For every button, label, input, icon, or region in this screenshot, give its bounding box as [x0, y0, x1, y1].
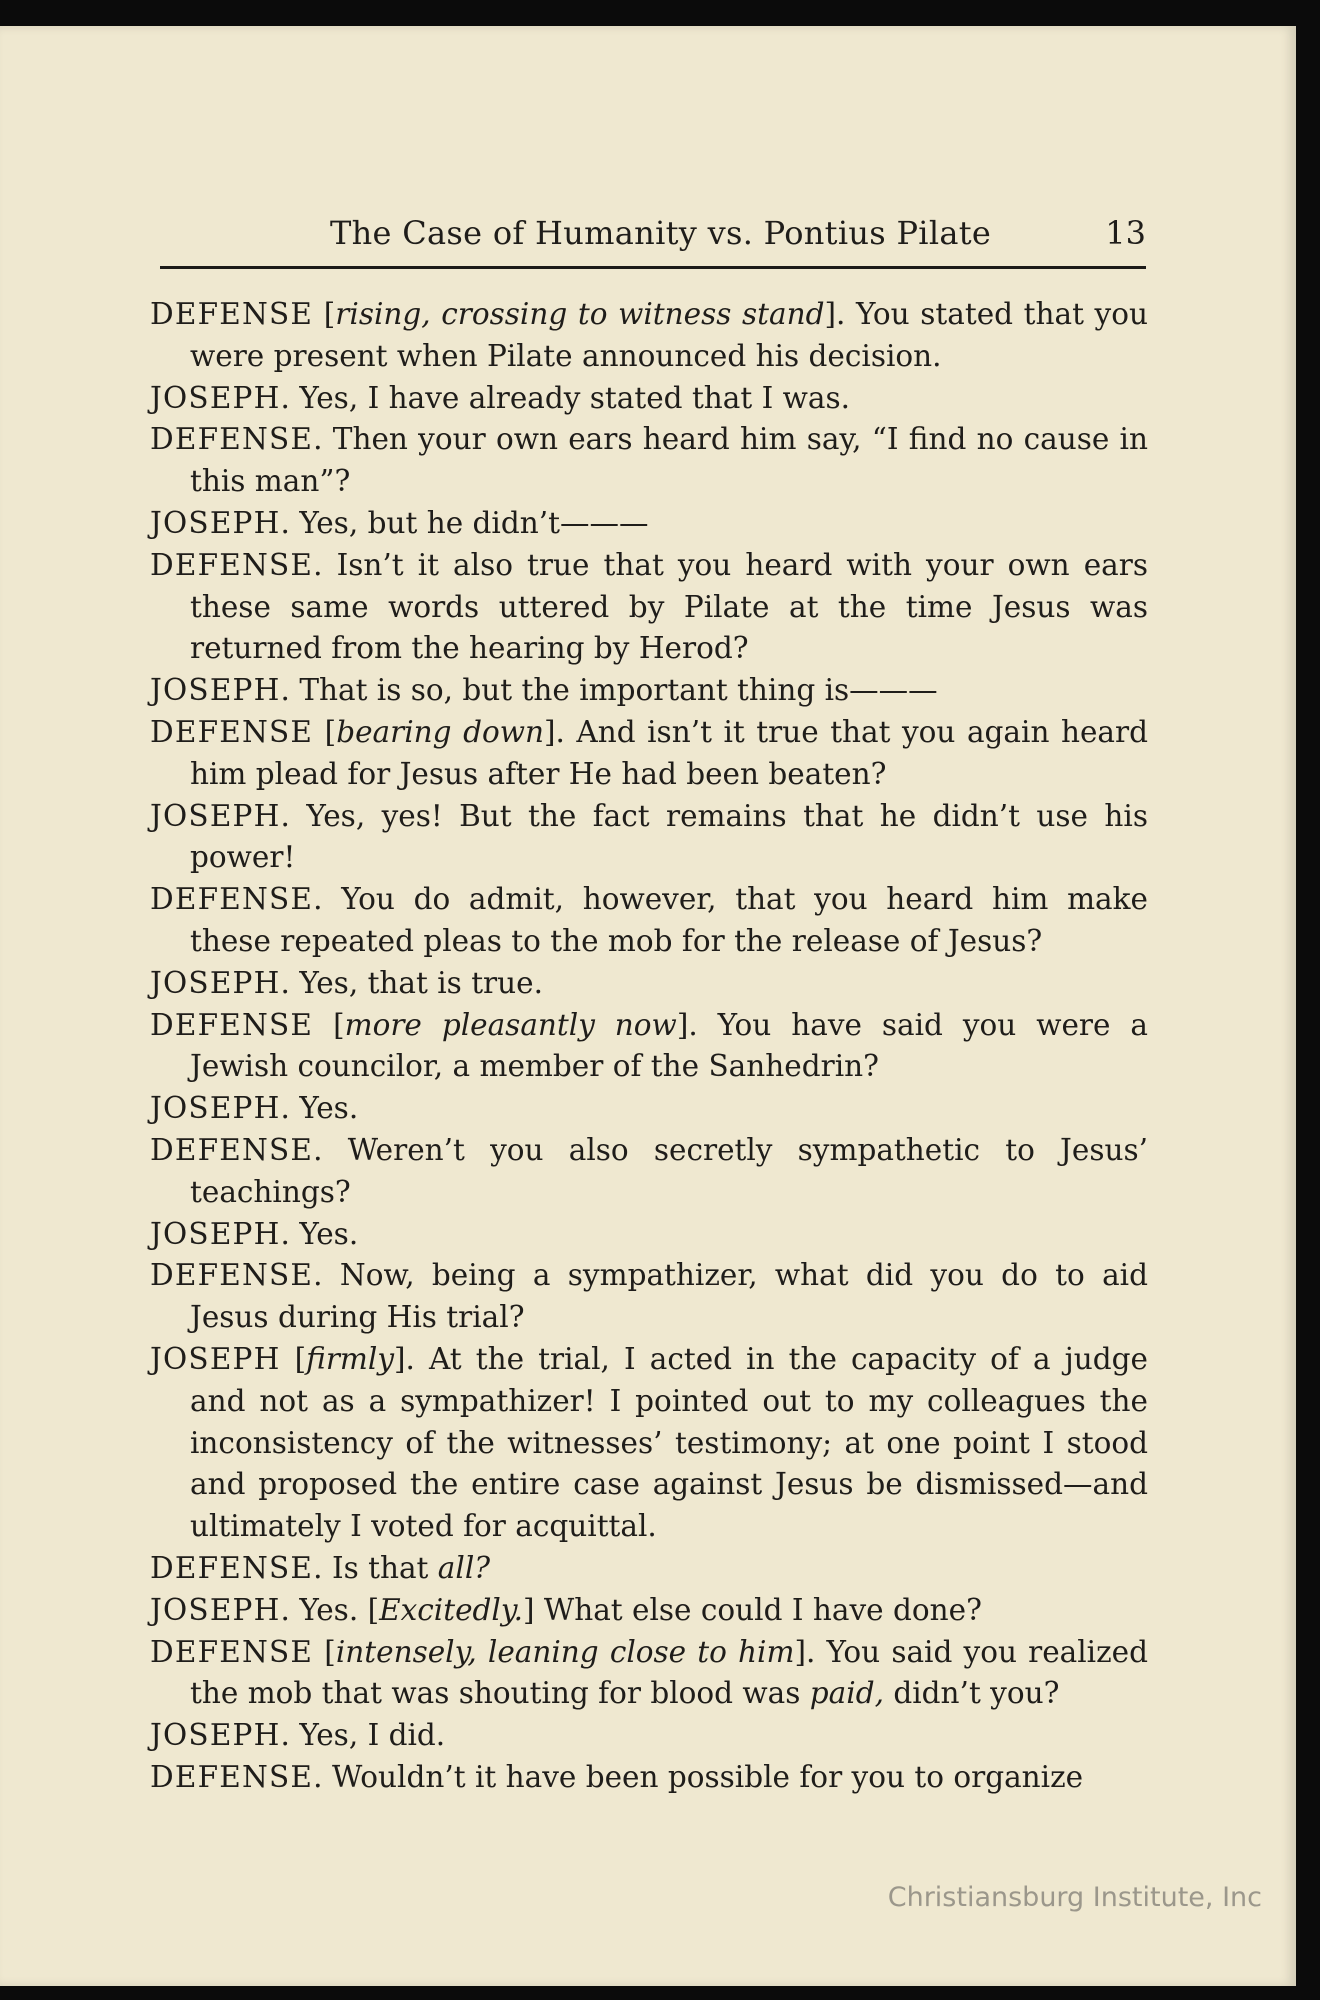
speaker-name: DEFENSE — [150, 1007, 314, 1042]
speaker-name: JOSEPH — [150, 673, 281, 708]
stage-direction: firmly — [306, 1341, 394, 1376]
speaker-name: DEFENSE — [150, 882, 314, 917]
dialogue-line: DEFENSE [rising, crossing to witness stand]. You stated that you were present when Pilate announced his decision. — [150, 297, 1148, 373]
dialogue-text: You said you realized the mob that was shouting for blood was — [190, 1634, 1149, 1711]
dialogue-line: DEFENSE. You do admit, however, that you heard him make these repeated pleas to the mob for the release of Jesus? — [150, 882, 1148, 958]
page-number: 13 — [1105, 214, 1146, 252]
dialogue-text: You stated that you were present when Pilate announced his decision. — [190, 297, 1148, 373]
dialogue-text: Yes. — [299, 1592, 359, 1627]
dialogue-text: Yes, but he didn’t——— — [299, 505, 649, 540]
dialogue-line: JOSEPH. Yes. [Excitedly.] What else could I have done? — [150, 1592, 982, 1627]
speaker-name: JOSEPH — [150, 1341, 281, 1376]
running-title: The Case of Humanity vs. Pontius Pilate — [330, 214, 992, 252]
speaker-name: DEFENSE — [150, 1550, 314, 1585]
dialogue-text: What else could I have done? — [543, 1592, 982, 1627]
dialogue-text: Yes, I did. — [299, 1718, 446, 1753]
dialogue-text: That is so, but the important thing is——— — [299, 673, 938, 708]
dialogue-line: JOSEPH. Yes, yes! But the fact remains that he didn’t use his power! — [150, 798, 1148, 875]
dialogue-line: JOSEPH [firmly]. At the trial, I acted in the capacity of a judge and not as a sympathizer! I pointed out to my colleagues the inconsistency of the witnesses’ testimony; at one point I stood and proposed the entire case against Jesus be dismissed—and ultimately I voted for acquittal. — [150, 1341, 1148, 1544]
dialogue-text: You have said you were a Jewish councilor, a member of the Sanhedrin? — [190, 1007, 1148, 1084]
emphasis-text: all? — [437, 1550, 491, 1585]
dialogue-line: JOSEPH. Yes, but he didn’t——— — [150, 505, 649, 540]
dialogue-line: DEFENSE [intensely, leaning close to him]. You said you realized the mob that was shouting for blood was paid, didn’t you? — [150, 1634, 1149, 1711]
running-header — [160, 212, 1146, 269]
dialogue-line: JOSEPH. Yes, that is true. — [150, 965, 543, 1000]
dialogue-line: DEFENSE. Weren’t you also secretly sympathetic to Jesus’ teachings? — [150, 1132, 1148, 1209]
speaker-name: DEFENSE — [150, 1759, 314, 1794]
dialogue-line: JOSEPH. Yes. — [150, 1216, 359, 1251]
dialogue-line: JOSEPH. Yes, I have already stated that I was. — [150, 380, 851, 415]
dialogue-text: Now, being a sympathizer, what did you do to aid Jesus during His trial? — [190, 1258, 1148, 1335]
stage-direction: more pleasantly now — [344, 1007, 677, 1042]
speaker-name: JOSEPH — [150, 380, 281, 415]
dialogue-text: Weren’t you also secretly sympathetic to Jesus’ teachings? — [190, 1132, 1148, 1209]
dialogue-body — [150, 294, 1148, 1799]
speaker-name: DEFENSE — [150, 1634, 314, 1669]
speaker-name: DEFENSE — [150, 1258, 314, 1293]
dialogue-text: didn’t you? — [893, 1676, 1060, 1711]
speaker-name: DEFENSE — [150, 297, 314, 331]
stage-direction: rising, crossing to witness stand — [335, 297, 825, 331]
dialogue-line: DEFENSE [bearing down]. And isn’t it true that you again heard him plead for Jesus after He had been beaten? — [150, 714, 1149, 791]
speaker-name: JOSEPH — [150, 1091, 281, 1126]
dialogue-line: JOSEPH. Yes, I did. — [150, 1718, 446, 1753]
dialogue-text: You do admit, however, that you heard him make these repeated pleas to the mob for the release of Jesus? — [190, 882, 1148, 958]
stage-direction: intensely, leaning close to him — [335, 1634, 795, 1669]
watermark: Christiansburg Institute, Inc — [887, 1882, 1262, 1913]
dialogue-text: Then your own ears heard him say, “I find no cause in this man”? — [190, 422, 1148, 499]
book-page — [0, 26, 1296, 1986]
speaker-name: JOSEPH — [150, 798, 281, 833]
stage-direction: Excitedly. — [379, 1592, 523, 1627]
speaker-name: DEFENSE — [150, 714, 314, 749]
dialogue-text: At the trial, I acted in the capacity of a judge and not as a sympathizer! I pointed out to my colleagues the inconsistency of the witnesses’ testimony; at one point I stood and proposed the entire case against Jesus be dismissed—and ultimately I voted for acquittal. — [190, 1341, 1148, 1544]
speaker-name: DEFENSE — [150, 547, 314, 582]
dialogue-line: JOSEPH. That is so, but the important thing is——— — [150, 673, 938, 708]
stage-direction: bearing down — [336, 714, 544, 749]
dialogue-text: Yes. — [299, 1091, 359, 1126]
dialogue-line: DEFENSE. Is that all? — [150, 1550, 491, 1585]
dialogue-text: Wouldn’t it have been possible for you to organize — [331, 1759, 1084, 1794]
speaker-name: DEFENSE — [150, 1132, 314, 1167]
dialogue-line: DEFENSE. Wouldn’t it have been possible for you to organize — [150, 1759, 1084, 1794]
dialogue-text: Isn’t it also true that you heard with your own ears these same words uttered by Pilate at the time Jesus was returned from the hearing by Herod? — [190, 547, 1148, 666]
dialogue-line: DEFENSE. Then your own ears heard him say, “I find no cause in this man”? — [150, 422, 1148, 499]
speaker-name: JOSEPH — [150, 1592, 281, 1627]
emphasis-text: paid, — [809, 1676, 884, 1711]
dialogue-text: Yes, that is true. — [299, 965, 543, 1000]
speaker-name: JOSEPH — [150, 965, 281, 1000]
dialogue-line: DEFENSE. Now, being a sympathizer, what did you do to aid Jesus during His trial? — [150, 1258, 1148, 1335]
dialogue-line: DEFENSE. Isn’t it also true that you heard with your own ears these same words uttered by Pilate at the time Jesus was returned from the hearing by Herod? — [150, 547, 1148, 666]
speaker-name: JOSEPH — [150, 505, 281, 540]
dialogue-text: And isn’t it true that you again heard him plead for Jesus after He had been beaten? — [190, 714, 1149, 791]
dialogue-line: DEFENSE [more pleasantly now]. You have said you were a Jewish councilor, a member of the Sanhedrin? — [150, 1007, 1148, 1084]
dialogue-text: Yes, yes! But the fact remains that he didn’t use his power! — [190, 798, 1148, 875]
speaker-name: DEFENSE — [150, 422, 314, 457]
dialogue-text: Yes, I have already stated that I was. — [299, 380, 851, 415]
dialogue-text: Yes. — [299, 1216, 359, 1251]
dialogue-text: Is that — [331, 1550, 429, 1585]
speaker-name: JOSEPH — [150, 1216, 281, 1251]
speaker-name: JOSEPH — [150, 1718, 281, 1753]
dialogue-line: JOSEPH. Yes. — [150, 1091, 359, 1126]
